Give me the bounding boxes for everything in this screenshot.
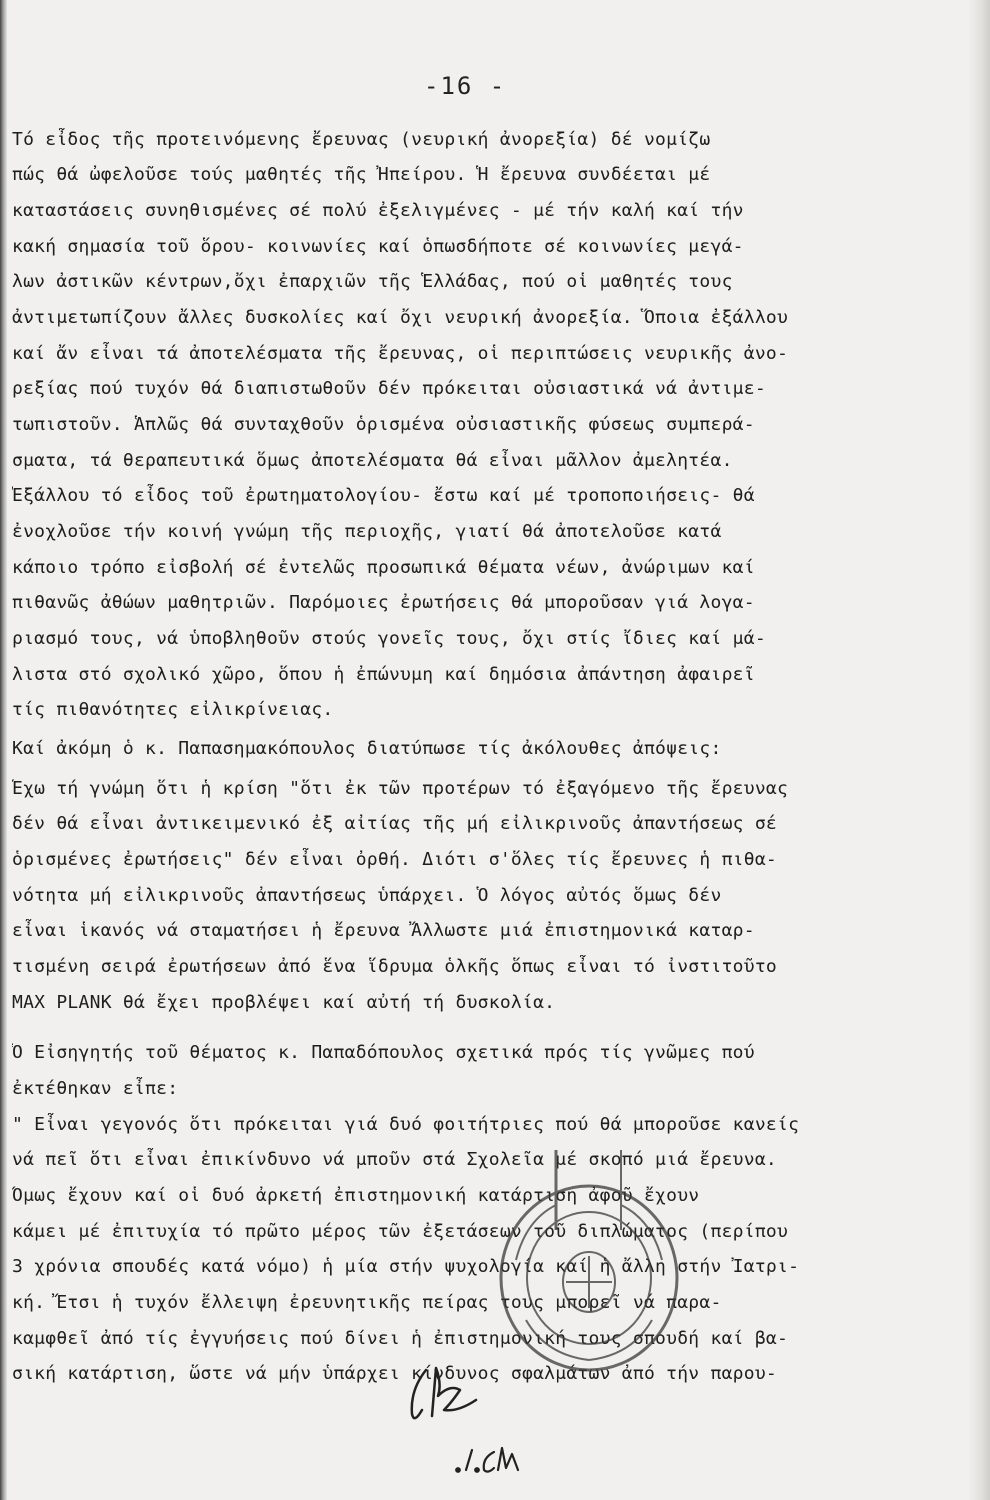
text-line: πιθανῶς ἀθώων μαθητριῶν. Παρόμοιες ἐρωτήσεις θά μποροῦσαν γιά λογα- — [12, 592, 755, 613]
text-line: εἶναι ἱκανός νά σταματήσει ἡ ἔρευνα Ἄλλωστε μιά ἐπιστημονικά καταρ- — [12, 920, 755, 941]
text-line: κάποιο τρόπο εἰσβολή σέ ἐντελῶς προσωπικά θέματα νέων, ἀνώριμων καί — [12, 557, 755, 578]
text-line: " Εἶναι γεγονός ὅτι πρόκειται γιά δυό φοιτήτριες πού θά μποροῦσε κανείς — [12, 1114, 800, 1135]
text-line: τισμένη σειρά ἐρωτήσεων ἀπό ἕνα ἵδρυμα ὁλκῆς ὅπως εἶναι τό ἰνστιτοῦτο — [12, 956, 777, 977]
text-line: σική κατάρτιση, ὥστε νά μήν ὑπάρχει κίνδυνος σφαλμάτων ἀπό τήν παρου- — [12, 1363, 777, 1384]
text-line: Ὅμως ἔχουν καί οἱ δυό ἀρκετή ἐπιστημονική κατάρτιση ἀφοῦ ἔχουν — [12, 1185, 700, 1206]
handwritten-signature — [404, 1356, 488, 1428]
official-stamp-icon — [486, 1110, 692, 1396]
text-line: κάμει μέ ἐπιτυχία τό πρῶτο μέρος τῶν ἐξετάσεων τοῦ διπλώματος (περίπου — [12, 1221, 789, 1242]
text-line: Καί ἀκόμη ὁ κ. Παπασημακόπουλος διατύπωσε τίς ἀκόλουθες ἀπόψεις: — [12, 738, 722, 759]
text-line: Τό εἶδος τῆς προτεινόμενης ἔρευνας (νευρική ἀνορεξία) δέ νομίζω — [12, 129, 711, 150]
text-line: δέν θά εἶναι ἀντικειμενικό ἐξ αἰτίας τῆς μή εἰλικρινοῦς ἀπαντήσεως σέ — [12, 813, 777, 834]
text-line: 3 χρόνια σπουδές κατά νόμο) ἡ μία στήν ψυχολογία καί ἡ ἄλλη στήν Ἰατρι- — [12, 1256, 800, 1277]
text-line: ρεξίας πού τυχόν θά διαπιστωθοῦν δέν πρόκειται οὐσιαστικά νά ἀντιμε- — [12, 378, 766, 399]
text-line: σματα, τά θεραπευτικά ὅμως ἀποτελέσματα θά εἶναι μᾶλλον ἀμελητέα. — [12, 450, 733, 471]
text-line: ἐκτέθηκαν εἶπε: — [12, 1078, 179, 1099]
page-number: -16 - — [424, 72, 507, 100]
binding-edge — [0, 0, 7, 1500]
text-line: ἐνοχλοῦσε τήν κοινή γνώμη τῆς περιοχῆς, γιατί θά ἀποτελοῦσε κατά — [12, 521, 722, 542]
page-edge-shadow — [968, 0, 990, 1500]
text-line: Ἔχω τή γνώμη ὅτι ἡ κρίση "ὅτι ἐκ τῶν προτέρων τό ἐξαγόμενο τῆς ἔρευνας — [12, 778, 789, 799]
text-line: νά πεῖ ὅτι εἶναι ἐπικίνδυνο νά μποῦν στά Σχολεῖα μέ σκοπό μιά ἔρευνα. — [12, 1149, 777, 1170]
text-line: ὁρισμένες ἐρωτήσεις" δέν εἶναι ὀρθή. Διότι σ'ὅλες τίς ἔρευνες ἡ πιθα- — [12, 849, 777, 870]
text-line: κή. Ἔτσι ἡ τυχόν ἔλλειψη ἐρευνητικῆς πείρας τους μπορεῖ νά παρα- — [12, 1292, 722, 1313]
text-line: λιστα στό σχολικό χῶρο, ὅπου ἡ ἐπώνυμη καί δημόσια ἀπάντηση ἀφαιρεῖ — [12, 664, 755, 685]
text-line: ριασμό τους, νά ὑποβληθοῦν στούς γονεῖς τους, ὄχι στίς ἴδιες καί μά- — [12, 628, 766, 649]
text-line: ἀντιμετωπίζουν ἄλλες δυσκολίες καί ὄχι νευρική ἀνορεξία. Ὅποια ἐξάλλου — [12, 307, 789, 328]
handwritten-initials — [452, 1440, 524, 1480]
text-line: MAX PLANK θά ἔχει προβλέψει καί αὐτή τή δυσκολία. — [12, 992, 556, 1013]
text-line: λων ἀστικῶν κέντρων,ὄχι ἐπαρχιῶν τῆς Ἑλλάδας, πού οἱ μαθητές τους — [12, 271, 733, 292]
text-line: πώς θά ὠφελοῦσε τούς μαθητές τῆς Ἠπείρου. Ἡ ἔρευνα συνδέεται μέ — [12, 164, 711, 185]
text-line: κακή σημασία τοῦ ὅρου- κοινωνίες καί ὁπωσδήποτε σέ κοινωνίες μεγά- — [12, 236, 744, 257]
text-line: καί ἄν εἶναι τά ἀποτελέσματα τῆς ἔρευνας, οἱ περιπτώσεις νευρικῆς ἀνο- — [12, 343, 789, 364]
text-line: τίς πιθανότητες εἰλικρίνειας. — [12, 699, 334, 720]
text-line: τωπιστοῦν. Ἁπλῶς θά συνταχθοῦν ὁρισμένα οὐσιαστικῆς φύσεως συμπερά- — [12, 414, 755, 435]
text-line: Ὁ Εἰσηγητής τοῦ θέματος κ. Παπαδόπουλος σχετικά πρός τίς γνῶμες πού — [12, 1042, 755, 1063]
text-line: Ἐξάλλου τό εἶδος τοῦ ἐρωτηματολογίου- ἔστω καί μέ τροποποιήσεις- θά — [12, 485, 755, 506]
text-line: καμφθεῖ ἀπό τίς ἐγγυήσεις πού δίνει ἡ ἐπιστημονική τους σπουδή καί βα- — [12, 1328, 789, 1349]
text-line: καταστάσεις συνηθισμένες σέ πολύ ἐξελιγμένες - μέ τήν καλή καί τήν — [12, 200, 744, 221]
text-line: νότητα μή εἰλικρινοῦς ἀπαντήσεως ὑπάρχει. Ὁ λόγος αὐτός ὅμως δέν — [12, 885, 722, 906]
